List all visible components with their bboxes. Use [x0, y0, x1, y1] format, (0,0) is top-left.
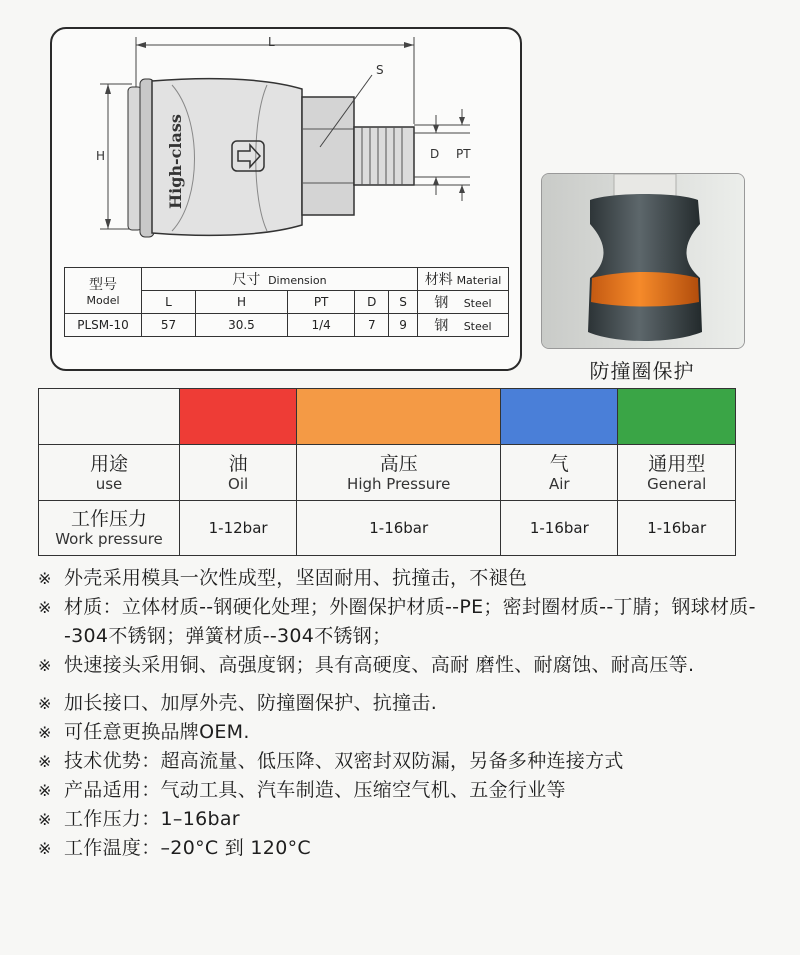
- use-general: 通用型 General: [618, 445, 736, 501]
- dim-label-pt: PT: [456, 147, 471, 161]
- photo-caption: 防撞圈保护: [589, 359, 695, 383]
- material-steel-header: 钢 Steel: [418, 291, 509, 314]
- list-item: ※ 快速接头采用铜、高强度钢；具有高硬度、高耐 磨性、耐腐蚀、耐高压等.: [38, 651, 793, 680]
- reference-mark-icon: ※: [38, 694, 52, 713]
- pressure-air: 1-16bar: [501, 501, 618, 556]
- cell-d: 7: [355, 314, 389, 337]
- drawing-frame: [50, 27, 522, 371]
- dim-label-d: D: [430, 147, 440, 161]
- feature-list: [38, 564, 793, 863]
- reference-mark-icon: ※: [38, 598, 52, 617]
- pressure-high-pressure: 1-16bar: [297, 501, 501, 556]
- cell-l: 57: [142, 314, 196, 337]
- list-item: ※ 可任意更换品牌OEM.: [38, 718, 793, 747]
- blank-cell: [39, 389, 180, 445]
- reference-mark-icon: ※: [38, 752, 52, 771]
- pressure-general: 1-16bar: [618, 501, 736, 556]
- list-item: ※ 产品适用：气动工具、汽车制造、压缩空气机、五金行业等: [38, 776, 793, 805]
- col-l: L: [142, 291, 196, 314]
- dimension-header: 尺寸 Dimension: [142, 268, 418, 291]
- pressure-oil: 1-12bar: [180, 501, 297, 556]
- usage-table: [38, 388, 736, 556]
- use-oil: 油 Oil: [180, 445, 297, 501]
- reference-mark-icon: ※: [38, 810, 52, 829]
- use-air: 气 Air: [501, 445, 618, 501]
- reference-mark-icon: ※: [38, 569, 52, 588]
- list-item: ※ 工作温度：–20°C 到 120°C: [38, 834, 793, 863]
- list-item: ※ 外壳采用模具一次性成型，坚固耐用、抗撞击，不褪色: [38, 564, 793, 593]
- spec-table: [64, 267, 509, 337]
- dim-label-h: H: [96, 149, 106, 163]
- coupler-photo-image: [542, 174, 744, 348]
- table-row: [65, 314, 509, 337]
- list-item: ※ 加长接口、加厚外壳、防撞圈保护、抗撞击.: [38, 689, 793, 718]
- col-pt: PT: [287, 291, 354, 314]
- col-h: H: [195, 291, 287, 314]
- dim-label-s: S: [376, 63, 384, 77]
- cell-pt: 1/4: [287, 314, 354, 337]
- reference-mark-icon: ※: [38, 723, 52, 742]
- list-item: ※ 材质：立体材质--钢硬化处理；外圈保护材质--PE；密封圈材质--丁腈；钢球材质--304不锈钢；弹簧材质--304不锈钢；: [38, 593, 793, 651]
- cell-h: 30.5: [195, 314, 287, 337]
- coupler-drawing: [52, 29, 524, 289]
- reference-mark-icon: ※: [38, 839, 52, 858]
- col-s: S: [389, 291, 418, 314]
- swatch-oil: [180, 389, 297, 445]
- product-photo: [541, 173, 745, 349]
- brand-engraving: High-class: [166, 114, 185, 209]
- material-header: 材料 Material: [418, 268, 509, 291]
- swatch-air: [501, 389, 618, 445]
- reference-mark-icon: ※: [38, 781, 52, 800]
- swatch-high-pressure: [297, 389, 501, 445]
- pressure-header: 工作压力 Work pressure: [39, 501, 180, 556]
- cell-s: 9: [389, 314, 418, 337]
- swatch-general: [618, 389, 736, 445]
- cell-material: 钢 Steel: [418, 314, 509, 337]
- use-header: 用途 use: [39, 445, 180, 501]
- reference-mark-icon: ※: [38, 656, 52, 675]
- cell-model: PLSM-10: [65, 314, 142, 337]
- list-item: ※ 工作压力：1–16bar: [38, 805, 793, 834]
- dim-label-l: L: [268, 35, 275, 49]
- col-d: D: [355, 291, 389, 314]
- model-header: 型号 Model: [65, 268, 142, 314]
- list-item: ※ 技术优势：超高流量、低压降、双密封双防漏，另备多种连接方式: [38, 747, 793, 776]
- use-high-pressure: 高压 High Pressure: [297, 445, 501, 501]
